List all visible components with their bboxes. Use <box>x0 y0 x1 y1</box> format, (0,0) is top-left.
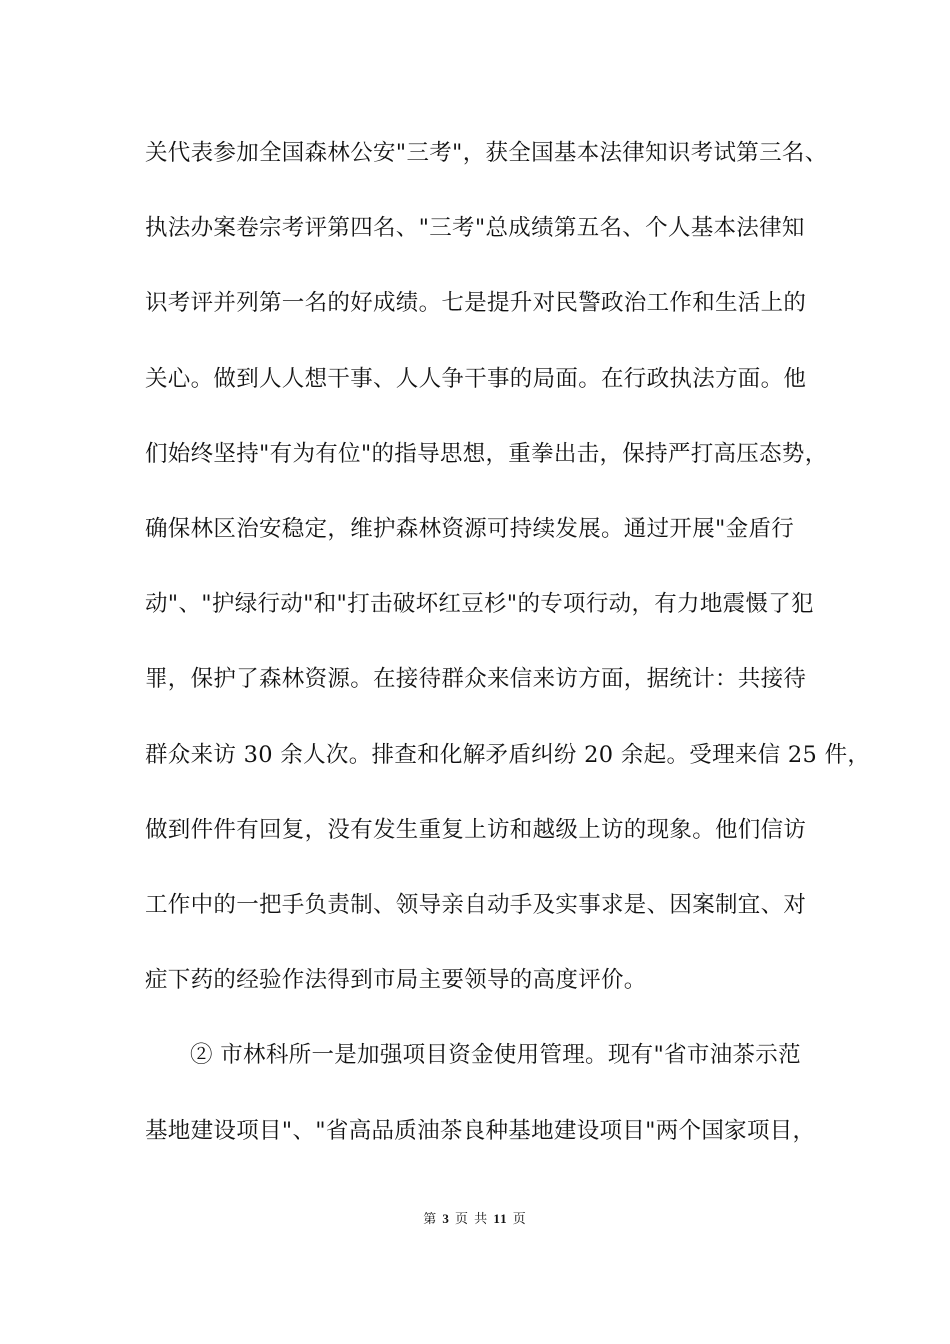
body-text-line: 们始终坚持"有为有位"的指导思想，重拳出击，保持严打高压态势， <box>145 441 828 467</box>
body-text-line: 执法办案卷宗考评第四名、"三考"总成绩第五名、个人基本法律知 <box>145 215 805 241</box>
body-text-line: 识考评并列第一名的好成绩。七是提升对民警政治工作和生活上的 <box>145 290 807 316</box>
body-text-line: 基地建设项目"、"省高品质油茶良种基地建设项目"两个国家项目， <box>145 1118 816 1144</box>
body-text-line: 症下药的经验作法得到市局主要领导的高度评价。 <box>145 967 647 993</box>
body-text-line: 群众来访 30 余人次。排查和化解矛盾纠纷 20 余起。受理来信 25 件， <box>145 742 871 768</box>
body-text-line: 做到件件有回复，没有发生重复上访和越级上访的现象。他们信访 <box>145 817 807 843</box>
body-text-line: 动"、"护绿行动"和"打击破坏红豆杉"的专项行动，有力地震慑了犯 <box>145 591 814 617</box>
footer-suffix: 页 <box>512 1212 527 1227</box>
body-text-line: 罪，保护了森林资源。在接待群众来信来访方面，据统计：共接待 <box>145 666 807 692</box>
paragraph-start-line: ② 市林科所一是加强项目资金使用管理。现有"省市油茶示范 <box>190 1042 801 1068</box>
page-footer <box>0 1210 950 1229</box>
body-text-line: 关代表参加全国森林公安"三考"，获全国基本法律知识考试第三名、 <box>145 140 828 166</box>
total-page-count: 11 <box>493 1211 508 1226</box>
footer-middle: 页 共 <box>455 1212 489 1227</box>
body-text-line: 关心。做到人人想干事、人人争干事的局面。在行政执法方面。他 <box>145 366 807 392</box>
current-page-number: 3 <box>442 1211 450 1226</box>
body-text-line: 确保林区治安稳定，维护森林资源可持续发展。通过开展"金盾行 <box>145 516 795 542</box>
body-text-line: 工作中的一把手负责制、领导亲自动手及实事求是、因案制宜、对 <box>145 892 807 918</box>
footer-prefix: 第 <box>423 1212 438 1227</box>
